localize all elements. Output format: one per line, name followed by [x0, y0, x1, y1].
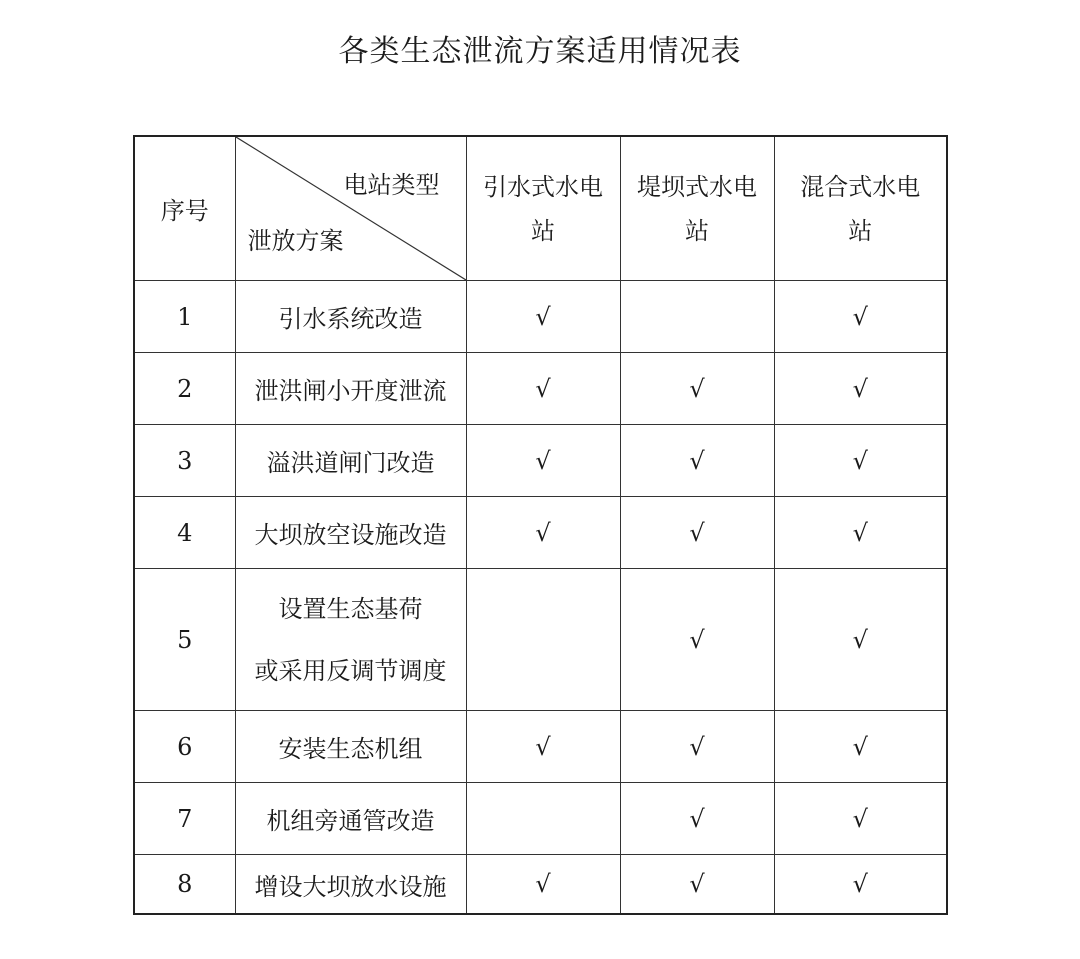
header-mixed-line2: 站	[848, 216, 873, 245]
row-diversion-check	[466, 569, 620, 711]
row-number: 3	[134, 425, 235, 497]
row-scheme: 泄洪闸小开度泄流	[235, 353, 466, 425]
row-scheme-line1: 设置生态基荷	[278, 594, 423, 623]
header-release-scheme: 泄放方案	[247, 227, 344, 255]
row-diversion-check	[466, 783, 620, 855]
row-dam-check: √	[620, 783, 774, 855]
table-row	[134, 281, 947, 353]
row-scheme-line2: 或采用反调节调度	[254, 656, 447, 685]
row-mixed-check: √	[774, 855, 947, 915]
header-diversion-line2: 站	[531, 216, 555, 245]
row-dam-check: √	[620, 425, 774, 497]
header-diversion-station	[466, 136, 620, 281]
table-row	[134, 353, 947, 425]
diagonal-line	[236, 137, 466, 280]
row-dam-check	[620, 281, 774, 353]
row-number: 5	[134, 569, 235, 711]
row-dam-check: √	[620, 855, 774, 915]
header-dam-line1: 堤坝式水电	[637, 172, 757, 201]
header-mixed-station	[774, 136, 947, 281]
row-number: 2	[134, 353, 235, 425]
row-dam-check: √	[620, 711, 774, 783]
row-mixed-check: √	[774, 281, 947, 353]
table-row	[134, 569, 947, 711]
row-mixed-check: √	[774, 425, 947, 497]
row-scheme: 大坝放空设施改造	[235, 497, 466, 569]
row-dam-check: √	[620, 497, 774, 569]
header-row	[134, 136, 947, 281]
row-mixed-check: √	[774, 569, 947, 711]
row-scheme: 增设大坝放水设施	[235, 855, 466, 915]
row-mixed-check: √	[774, 711, 947, 783]
scheme-applicability-table	[133, 135, 948, 915]
header-mixed-line1: 混合式水电	[800, 172, 921, 201]
row-number: 8	[134, 855, 235, 915]
row-diversion-check: √	[466, 855, 620, 915]
table-row	[134, 497, 947, 569]
header-dam-station	[620, 136, 774, 281]
row-diversion-check: √	[466, 497, 620, 569]
table-row	[134, 425, 947, 497]
table-title: 各类生态泄流方案适用情况表	[338, 34, 742, 69]
row-dam-check: √	[620, 569, 774, 711]
row-dam-check: √	[620, 353, 774, 425]
header-station-type: 电站类型	[343, 171, 440, 199]
row-scheme: 安装生态机组	[235, 711, 466, 783]
row-mixed-check: √	[774, 783, 947, 855]
row-scheme	[235, 569, 466, 711]
row-number: 6	[134, 711, 235, 783]
header-dam-line2: 站	[685, 216, 709, 245]
row-mixed-check: √	[774, 353, 947, 425]
table-row	[134, 855, 947, 915]
header-diagonal-cell	[235, 136, 466, 281]
row-number: 1	[134, 281, 235, 353]
header-diversion-line1: 引水式水电	[483, 172, 603, 201]
row-number: 4	[134, 497, 235, 569]
row-diversion-check: √	[466, 425, 620, 497]
table-row	[134, 783, 947, 855]
row-mixed-check: √	[774, 497, 947, 569]
header-seq: 序号	[134, 136, 235, 281]
row-scheme: 引水系统改造	[235, 281, 466, 353]
row-diversion-check: √	[466, 711, 620, 783]
row-scheme: 机组旁通管改造	[235, 783, 466, 855]
table-row	[134, 711, 947, 783]
row-number: 7	[134, 783, 235, 855]
row-diversion-check: √	[466, 353, 620, 425]
row-scheme: 溢洪道闸门改造	[235, 425, 466, 497]
row-diversion-check: √	[466, 281, 620, 353]
